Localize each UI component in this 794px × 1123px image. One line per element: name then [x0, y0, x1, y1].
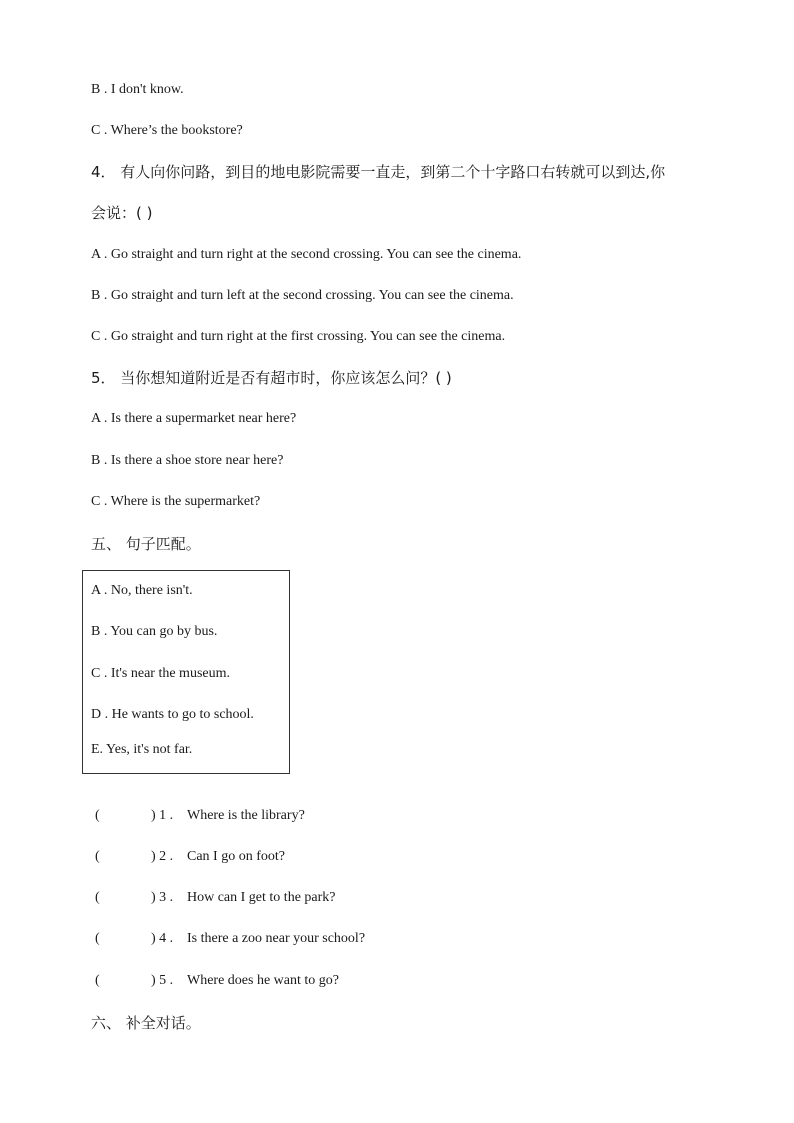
section5-heading: 五、 句子匹配。: [91, 535, 201, 553]
question-number: ) 5 .: [151, 973, 174, 988]
section6-heading: 六、 补全对话。: [91, 1014, 201, 1032]
q3-option-c: C . Where’s the bookstore?: [91, 123, 243, 138]
q5-question: 5． 当你想知道附近是否有超市时，你应该怎么问？( ): [91, 369, 452, 387]
question-text: Where is the library?: [187, 808, 305, 823]
answer-option: D . He wants to go to school.: [91, 707, 254, 722]
question-number: ) 4 .: [151, 931, 174, 946]
answer-blank-open[interactable]: (: [95, 808, 100, 823]
question-text: Where does he want to go?: [187, 973, 339, 988]
answer-blank-open[interactable]: (: [95, 849, 100, 864]
question-text: How can I get to the park?: [187, 890, 336, 905]
question-text: Is there a zoo near your school?: [187, 931, 366, 946]
answer-option: C . It's near the museum.: [91, 666, 230, 681]
question-number: ) 3 .: [151, 890, 174, 905]
q4-question-line2: 会说：( ): [91, 204, 153, 222]
answer-options-box: [82, 570, 290, 774]
q4-question-line1: 4． 有人向你问路，到目的地电影院需要一直走，到第二个十字路口右转就可以到达,你: [91, 163, 666, 181]
q4-option-a: A . Go straight and turn right at the second crossing. You can see the cinema.: [91, 247, 522, 262]
answer-blank-open[interactable]: (: [95, 973, 100, 988]
q4-option-c: C . Go straight and turn right at the first crossing. You can see the cinema.: [91, 329, 506, 344]
answer-option: E. Yes, it's not far.: [91, 742, 193, 757]
answer-option: A . No, there isn't.: [91, 583, 193, 598]
question-number: ) 1 .: [151, 808, 174, 823]
question-number: ) 2 .: [151, 849, 174, 864]
q5-option-c: C . Where is the supermarket?: [91, 494, 261, 509]
question-text: Can I go on foot?: [187, 849, 285, 864]
answer-blank-open[interactable]: (: [95, 931, 100, 946]
answer-option: B . You can go by bus.: [91, 624, 218, 639]
q5-option-a: A . Is there a supermarket near here?: [91, 411, 297, 426]
q3-option-b: B . I don't know.: [91, 82, 184, 97]
q4-option-b: B . Go straight and turn left at the second crossing. You can see the cinema.: [91, 288, 514, 303]
answer-blank-open[interactable]: (: [95, 890, 100, 905]
q5-option-b: B . Is there a shoe store near here?: [91, 453, 284, 468]
